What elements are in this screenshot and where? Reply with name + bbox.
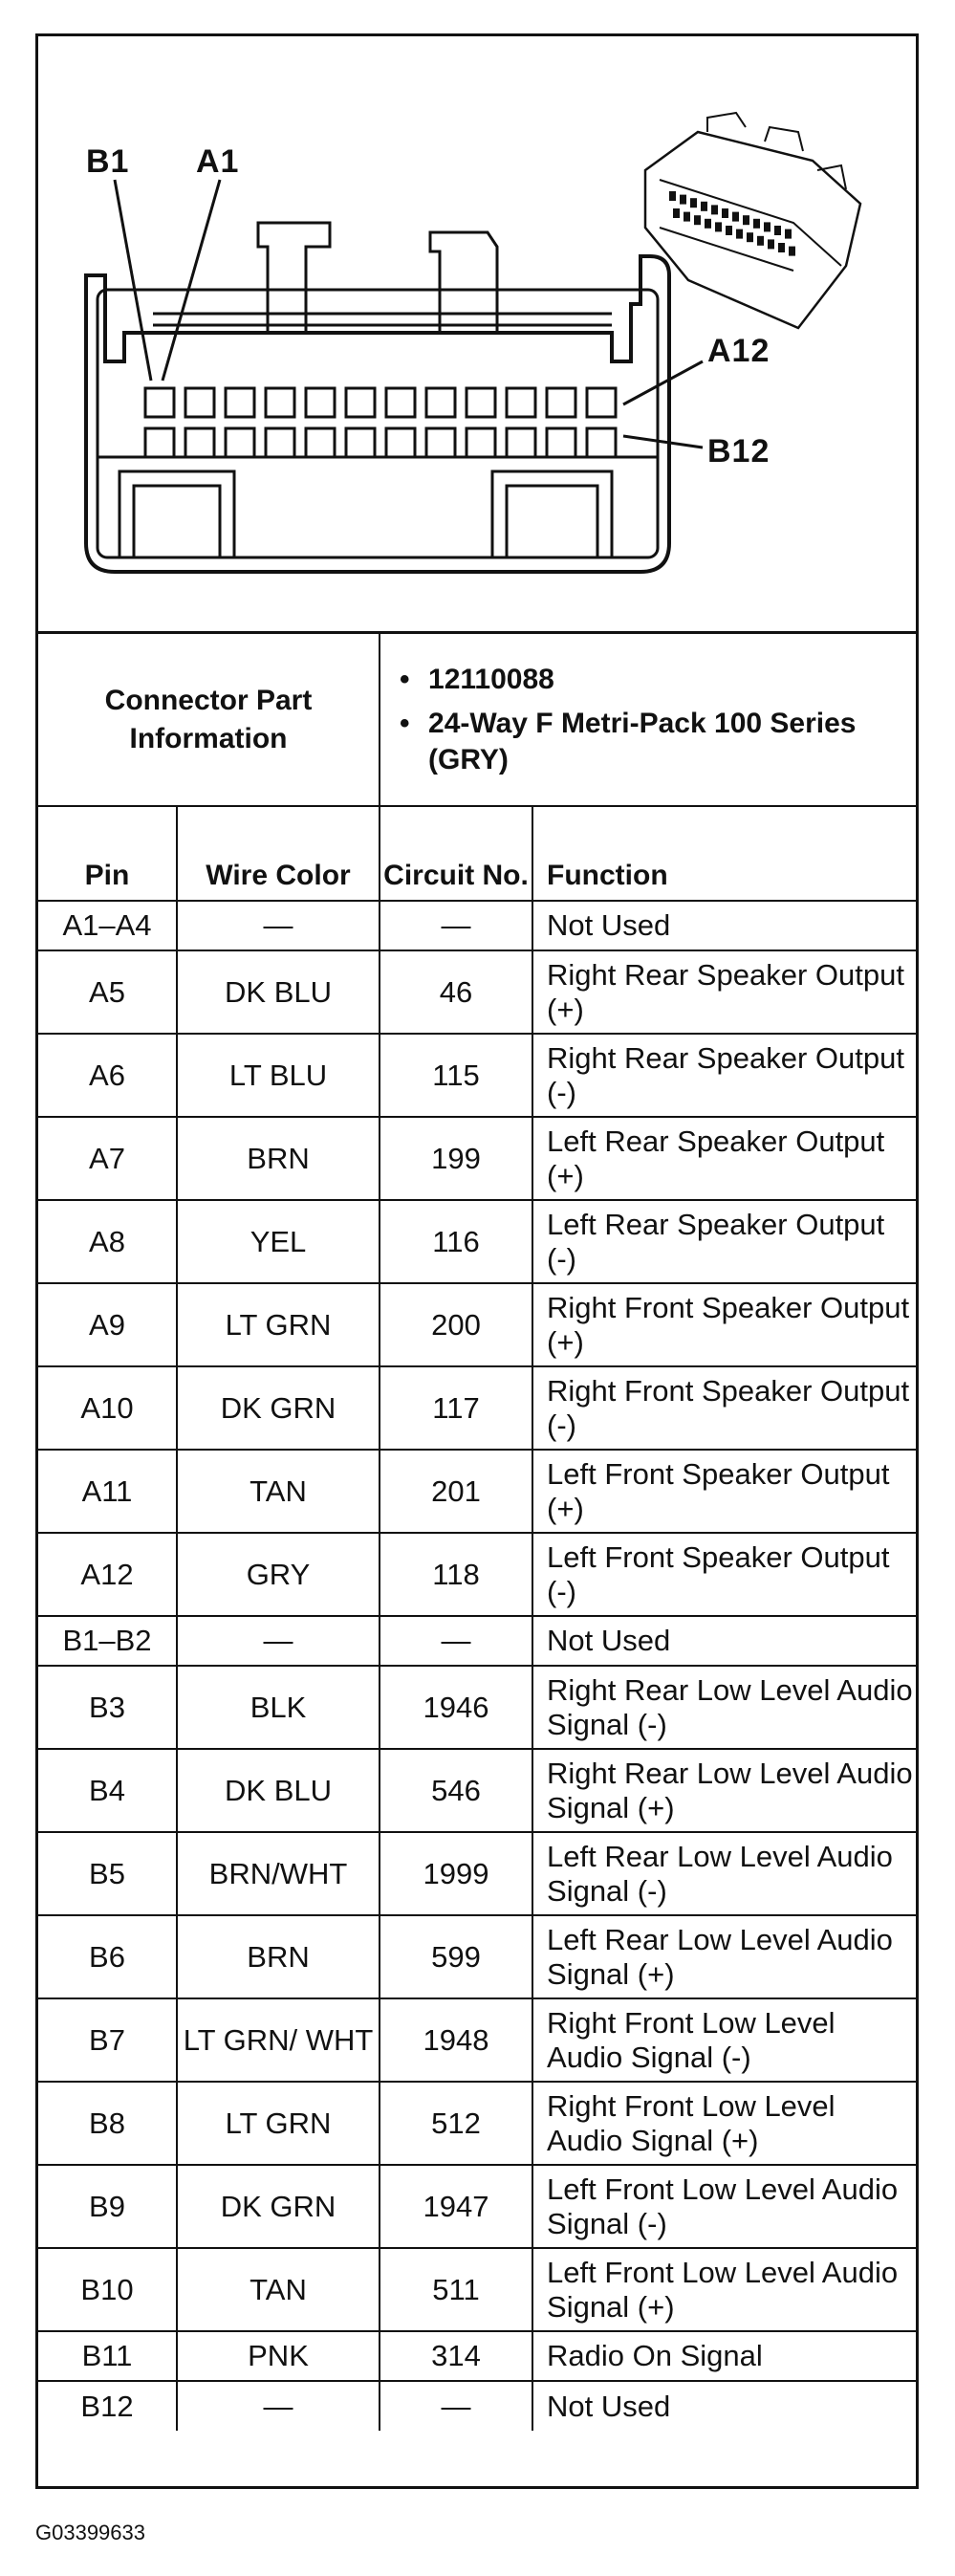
iso-pin-cavity: [785, 229, 792, 239]
function-cell: Right Front Low Level Audio Signal (+): [532, 2082, 916, 2165]
wire-color-cell: DK BLU: [177, 1749, 380, 1832]
connector-info-label: Connector Part Information: [38, 634, 380, 806]
wire-color-cell: PNK: [177, 2331, 380, 2381]
iso-pin-cavity: [736, 229, 743, 239]
connector-diagram: [38, 36, 916, 634]
pin-cell: B1–B2: [38, 1616, 177, 1666]
circuit-no-cell: 1946: [380, 1666, 532, 1749]
callout-b12: B12: [707, 433, 771, 469]
pin-cavity: [587, 428, 616, 457]
pin-cell: A6: [38, 1034, 177, 1117]
circuit-no-cell: 115: [380, 1034, 532, 1117]
wire-color-cell: LT GRN/ WHT: [177, 1998, 380, 2082]
wire-color-cell: BRN: [177, 1117, 380, 1200]
pin-cavity: [306, 428, 335, 457]
circuit-no-cell: 118: [380, 1533, 532, 1616]
pin-cavity: [185, 388, 214, 417]
pin-cell: B3: [38, 1666, 177, 1749]
iso-pin-cavity: [715, 222, 722, 231]
table-row: [38, 1283, 916, 1366]
wire-color-cell: —: [177, 901, 380, 950]
pin-cavity: [386, 428, 415, 457]
table-row: [38, 1533, 916, 1616]
iso-pin-cavity: [711, 205, 718, 214]
pin-cavity: [266, 428, 294, 457]
iso-pin-cavity: [757, 236, 764, 246]
function-cell: Left Front Low Level Audio Signal (-): [532, 2165, 916, 2248]
wire-color-cell: DK GRN: [177, 2165, 380, 2248]
pin-cell: B11: [38, 2331, 177, 2381]
wire-color-cell: DK GRN: [177, 1366, 380, 1450]
table-row: [38, 1450, 916, 1533]
circuit-no-cell: 116: [380, 1200, 532, 1283]
circuit-no-cell: 199: [380, 1117, 532, 1200]
iso-pin-cavity: [690, 198, 697, 207]
iso-pin-cavity: [753, 219, 760, 229]
bullet: •: [400, 707, 410, 739]
callout-a12: A12: [707, 333, 771, 369]
table-row: [38, 1200, 916, 1283]
table-row: [38, 2165, 916, 2248]
function-cell: Left Rear Low Level Audio Signal (-): [532, 1832, 916, 1915]
pin-cell: B12: [38, 2381, 177, 2431]
iso-pin-cavity: [701, 202, 707, 211]
pin-cavity: [507, 388, 535, 417]
pin-cavity: [346, 388, 375, 417]
table-row: [38, 2331, 916, 2381]
callout-b1: B1: [86, 143, 130, 180]
circuit-no-cell: —: [380, 901, 532, 950]
circuit-no-cell: 314: [380, 2331, 532, 2381]
pin-cavity: [226, 388, 254, 417]
pin-cell: A10: [38, 1366, 177, 1450]
function-cell: Right Rear Speaker Output (+): [532, 950, 916, 1034]
wire-color-cell: BRN: [177, 1915, 380, 1998]
function-cell: Right Front Low Level Audio Signal (-): [532, 1998, 916, 2082]
circuit-no-cell: 599: [380, 1915, 532, 1998]
iso-pin-cavity: [694, 215, 701, 225]
table-row: [38, 950, 916, 1034]
circuit-no-cell: 1948: [380, 1998, 532, 2082]
table-row: [38, 2381, 916, 2431]
pin-cavity: [547, 428, 575, 457]
circuit-no-cell: 201: [380, 1450, 532, 1533]
pin-cavity: [145, 428, 174, 457]
pin-cavity: [426, 388, 455, 417]
pin-cell: B8: [38, 2082, 177, 2165]
pin-cell: B6: [38, 1915, 177, 1998]
connector-document: [35, 33, 919, 2489]
function-cell: Right Rear Speaker Output (-): [532, 1034, 916, 1117]
table-row: [38, 1998, 916, 2082]
pin-cell: A1–A4: [38, 901, 177, 950]
function-cell: Not Used: [532, 901, 916, 950]
iso-pin-cavity: [669, 191, 676, 201]
iso-pin-cavity: [789, 247, 795, 256]
bullet: •: [400, 663, 410, 695]
pin-cavity: [507, 428, 535, 457]
iso-pin-cavity: [747, 232, 753, 242]
header-pin: Pin: [38, 806, 177, 901]
function-cell: Right Front Speaker Output (+): [532, 1283, 916, 1366]
function-cell: Left Front Speaker Output (+): [532, 1450, 916, 1533]
iso-pin-cavity: [768, 239, 774, 249]
function-cell: Not Used: [532, 1616, 916, 1666]
function-cell: Right Rear Low Level Audio Signal (+): [532, 1749, 916, 1832]
iso-pin-cavity: [743, 215, 749, 225]
pin-cell: B10: [38, 2248, 177, 2331]
connector-info-row: [38, 634, 916, 806]
function-cell: Not Used: [532, 2381, 916, 2431]
table-row: [38, 1666, 916, 1749]
header-row: [38, 806, 916, 901]
part-number: 12110088: [428, 663, 554, 695]
table-row: [38, 2082, 916, 2165]
pin-cavity: [145, 388, 174, 417]
wire-color-cell: —: [177, 1616, 380, 1666]
pin-cell: A7: [38, 1117, 177, 1200]
header-function: Function: [532, 806, 916, 901]
function-cell: Right Front Speaker Output (-): [532, 1366, 916, 1450]
iso-pin-cavities: [669, 191, 795, 256]
function-cell: Left Rear Speaker Output (-): [532, 1200, 916, 1283]
pin-cavity: [346, 428, 375, 457]
wire-color-cell: TAN: [177, 1450, 380, 1533]
callout-a1: A1: [196, 143, 240, 180]
iso-pin-cavity: [764, 222, 771, 231]
pin-cavity: [386, 388, 415, 417]
function-cell: Left Rear Speaker Output (+): [532, 1117, 916, 1200]
pin-cavities: [145, 388, 616, 457]
pin-cell: A12: [38, 1533, 177, 1616]
pin-cavity: [426, 428, 455, 457]
header-wire-color: Wire Color: [177, 806, 380, 901]
pin-cavity: [547, 388, 575, 417]
pin-cavity: [467, 428, 495, 457]
table-row: [38, 1034, 916, 1117]
pin-cell: A8: [38, 1200, 177, 1283]
function-cell: Right Rear Low Level Audio Signal (-): [532, 1666, 916, 1749]
circuit-no-cell: 512: [380, 2082, 532, 2165]
pin-cell: A9: [38, 1283, 177, 1366]
pin-cavity: [467, 388, 495, 417]
table-row: [38, 1117, 916, 1200]
pin-cell: B9: [38, 2165, 177, 2248]
pin-cell: B7: [38, 1998, 177, 2082]
iso-pin-cavity: [774, 226, 781, 235]
function-cell: Radio On Signal: [532, 2331, 916, 2381]
pin-cavity: [266, 388, 294, 417]
pin-cell: B4: [38, 1749, 177, 1832]
iso-pin-cavity: [726, 226, 732, 235]
pin-cavity: [226, 428, 254, 457]
pinout-table: [38, 634, 916, 2431]
circuit-no-cell: 546: [380, 1749, 532, 1832]
wire-color-cell: —: [177, 2381, 380, 2431]
header-circuit-no: Circuit No.: [380, 806, 532, 901]
figure-id: G03399633: [35, 2521, 145, 2544]
pin-cell: B5: [38, 1832, 177, 1915]
function-cell: Left Front Low Level Audio Signal (+): [532, 2248, 916, 2331]
wire-color-cell: GRY: [177, 1533, 380, 1616]
function-cell: Left Rear Low Level Audio Signal (+): [532, 1915, 916, 1998]
pin-cell: A5: [38, 950, 177, 1034]
circuit-no-cell: —: [380, 2381, 532, 2431]
wire-color-cell: TAN: [177, 2248, 380, 2331]
table-row: [38, 901, 916, 950]
wire-color-cell: YEL: [177, 1200, 380, 1283]
circuit-no-cell: 200: [380, 1283, 532, 1366]
pin-cell: A11: [38, 1450, 177, 1533]
table-row: [38, 1832, 916, 1915]
iso-pin-cavity: [673, 208, 680, 218]
circuit-no-cell: 117: [380, 1366, 532, 1450]
iso-pin-cavity: [684, 212, 690, 222]
wire-color-cell: LT GRN: [177, 2082, 380, 2165]
connector-info-list: [380, 634, 916, 806]
circuit-no-cell: 1999: [380, 1832, 532, 1915]
circuit-no-cell: 46: [380, 950, 532, 1034]
wire-color-cell: DK BLU: [177, 950, 380, 1034]
table-row: [38, 1616, 916, 1666]
wire-color-cell: BLK: [177, 1666, 380, 1749]
pin-cavity: [306, 388, 335, 417]
table-row: [38, 1749, 916, 1832]
pin-cavity: [185, 428, 214, 457]
circuit-no-cell: —: [380, 1616, 532, 1666]
circuit-no-cell: 511: [380, 2248, 532, 2331]
iso-pin-cavity: [680, 195, 686, 205]
function-cell: Left Front Speaker Output (-): [532, 1533, 916, 1616]
wire-color-cell: BRN/WHT: [177, 1832, 380, 1915]
iso-pin-cavity: [705, 219, 711, 229]
circuit-no-cell: 1947: [380, 2165, 532, 2248]
iso-pin-cavity: [722, 208, 728, 218]
wire-color-cell: LT BLU: [177, 1034, 380, 1117]
iso-pin-cavity: [778, 243, 785, 252]
wire-color-cell: LT GRN: [177, 1283, 380, 1366]
table-row: [38, 1915, 916, 1998]
table-row: [38, 2248, 916, 2331]
iso-pin-cavity: [732, 212, 739, 222]
connector-type: 24-Way F Metri-Pack 100 Series (GRY): [428, 707, 857, 775]
table-row: [38, 1366, 916, 1450]
connector-drawing: [38, 36, 916, 631]
pin-cavity: [587, 388, 616, 417]
